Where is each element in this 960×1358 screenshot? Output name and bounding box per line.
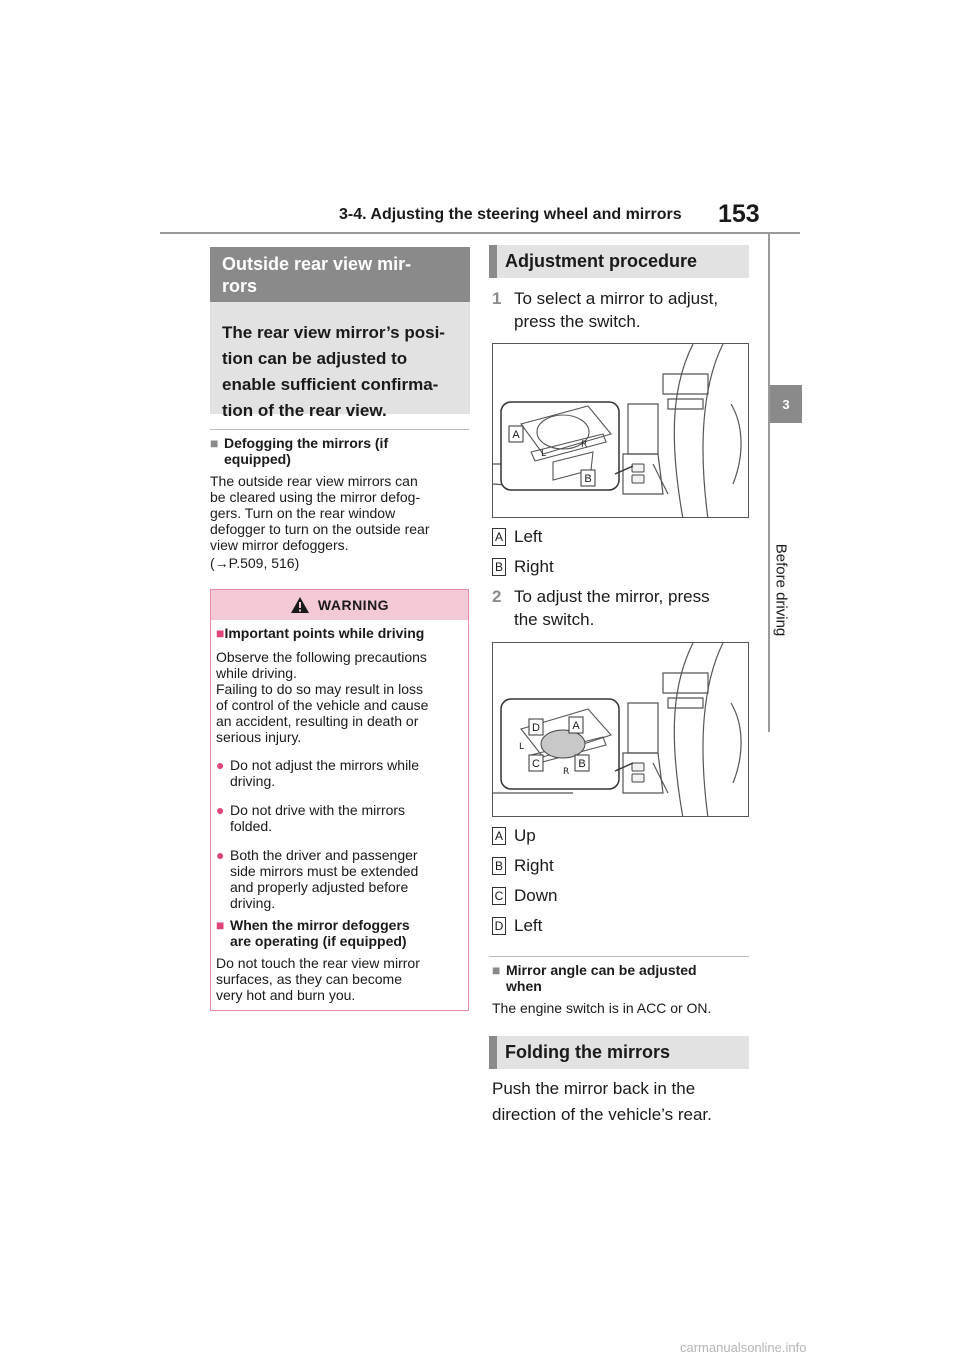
adjustment-procedure-title-text: Adjustment procedure <box>505 251 698 271</box>
section-divider <box>489 956 749 957</box>
mirror-switch-figure-2 <box>492 642 749 817</box>
defog-heading <box>210 435 470 467</box>
svg-text:R: R <box>563 767 570 777</box>
fig2-callout: B <box>578 758 586 770</box>
chapter-name-tab: Before driving <box>772 543 790 637</box>
warning-heading-driving-text: Important points while driving <box>224 625 425 641</box>
fig2-callout: C <box>532 758 540 770</box>
svg-text:R: R <box>581 440 588 450</box>
defog-text: The outside rear view mirrors can be cleared using the mirror defog- gers. Turn on the rear window defogger to turn on the outside rear view mirror defoggers. <box>210 473 430 553</box>
warning-header <box>211 590 468 620</box>
legend-key: C <box>492 887 506 905</box>
chapter-number-tab: 3 <box>770 385 802 423</box>
warning-bullet-text: Do not drive with the mirrors folded. <box>230 802 406 834</box>
mirror-switch-illustration-1 <box>493 344 749 518</box>
step-1-text: To select a mirror to adjust, press the switch. <box>514 289 719 331</box>
round-bullet-icon: ● <box>216 847 225 863</box>
fig1-callout: A <box>512 429 520 441</box>
warning-bullet-text: Do not adjust the mirrors while driving. <box>230 757 420 789</box>
legend-row <box>492 915 542 937</box>
square-bullet-icon: ■ <box>210 435 219 451</box>
svg-text:L: L <box>519 742 525 752</box>
angle-text: The engine switch is in ACC or ON. <box>492 1000 712 1016</box>
step-2-number: 2 <box>492 587 502 606</box>
square-bullet-icon: ■ <box>492 962 501 978</box>
adjustment-procedure-title <box>489 245 749 278</box>
fig2-callout: A <box>572 720 580 732</box>
round-bullet-icon: ● <box>216 757 225 773</box>
step-1-number: 1 <box>492 289 502 308</box>
warning-bullet <box>216 757 466 789</box>
fig2-callout: D <box>532 722 540 734</box>
warning-heading-driving <box>216 625 466 641</box>
legend-label: Down <box>514 886 558 905</box>
step-2 <box>492 585 752 631</box>
outside-mirrors-section-title <box>210 247 470 302</box>
warning-heading-defoggers <box>216 917 466 949</box>
legend-label: Right <box>514 557 554 576</box>
defog-heading-text: Defogging the mirrors (if equipped) <box>224 435 389 467</box>
warning-heading-defoggers-text: When the mirror defoggers are operating (if equipped) <box>230 917 410 949</box>
legend-label: Left <box>514 527 543 546</box>
mirror-switch-figure-1 <box>492 343 749 518</box>
defog-page-ref[interactable]: (→P.509, 516) <box>210 555 300 571</box>
legend-label: Left <box>514 916 543 935</box>
legend-row <box>492 556 554 578</box>
side-tab-rule <box>768 232 770 732</box>
svg-text:L: L <box>541 449 547 459</box>
warning-bullet-text: Both the driver and passenger side mirrors must be extended and properly adjusted before driving. <box>230 847 419 911</box>
warning-text-defoggers: Do not touch the rear view mirror surfaces, as they can become very hot and burn you. <box>216 955 420 1003</box>
folding-mirrors-title-text: Folding the mirrors <box>505 1042 671 1062</box>
legend-key: A <box>492 827 506 845</box>
legend-row <box>492 885 557 907</box>
mirror-switch-illustration-2 <box>493 643 749 817</box>
section-divider <box>210 429 469 430</box>
step-1 <box>492 287 752 333</box>
legend-key: B <box>492 857 506 875</box>
legend-key: B <box>492 558 506 576</box>
fold-text: Push the mirror back in the direction of the vehicle’s rear. <box>492 1079 712 1124</box>
square-bullet-icon: ■ <box>216 625 225 641</box>
warning-box <box>210 589 469 1011</box>
header-rule <box>160 232 800 234</box>
square-bullet-icon: ■ <box>216 917 225 933</box>
warning-bullet <box>216 802 466 834</box>
warning-label: WARNING <box>317 597 390 613</box>
warning-bullet <box>216 847 466 911</box>
legend-label: Right <box>514 856 554 875</box>
legend-row <box>492 855 554 877</box>
section-header-title: 3-4. Adjusting the steering wheel and mirrors <box>339 206 682 223</box>
legend-label: Up <box>514 826 536 845</box>
outside-mirrors-title-text: Outside rear view mir- rors <box>222 254 412 296</box>
fig1-callout: B <box>584 473 592 485</box>
folding-mirrors-title <box>489 1036 749 1069</box>
page-number: 153 <box>718 200 760 228</box>
angle-heading-text: Mirror angle can be adjusted when <box>506 962 697 994</box>
round-bullet-icon: ● <box>216 802 225 818</box>
warning-triangle-icon <box>290 596 310 614</box>
legend-key: A <box>492 528 506 546</box>
angle-heading <box>492 962 752 994</box>
legend-row <box>492 825 536 847</box>
legend-key: D <box>492 917 506 935</box>
legend-row <box>492 526 542 548</box>
footer-watermark: carmanualsonline.info <box>680 1340 807 1355</box>
intro-box: The rear view mirror’s posi- tion can be adjusted to enable sufficient confirma- tion of the rear view. <box>210 302 470 414</box>
step-2-text: To adjust the mirror, press the switch. <box>514 587 710 629</box>
warning-text-driving: Observe the following precautions while driving. Failing to do so may result in loss of control of the vehicle and cause an accident, resulting in death or serious injury. <box>216 649 429 745</box>
